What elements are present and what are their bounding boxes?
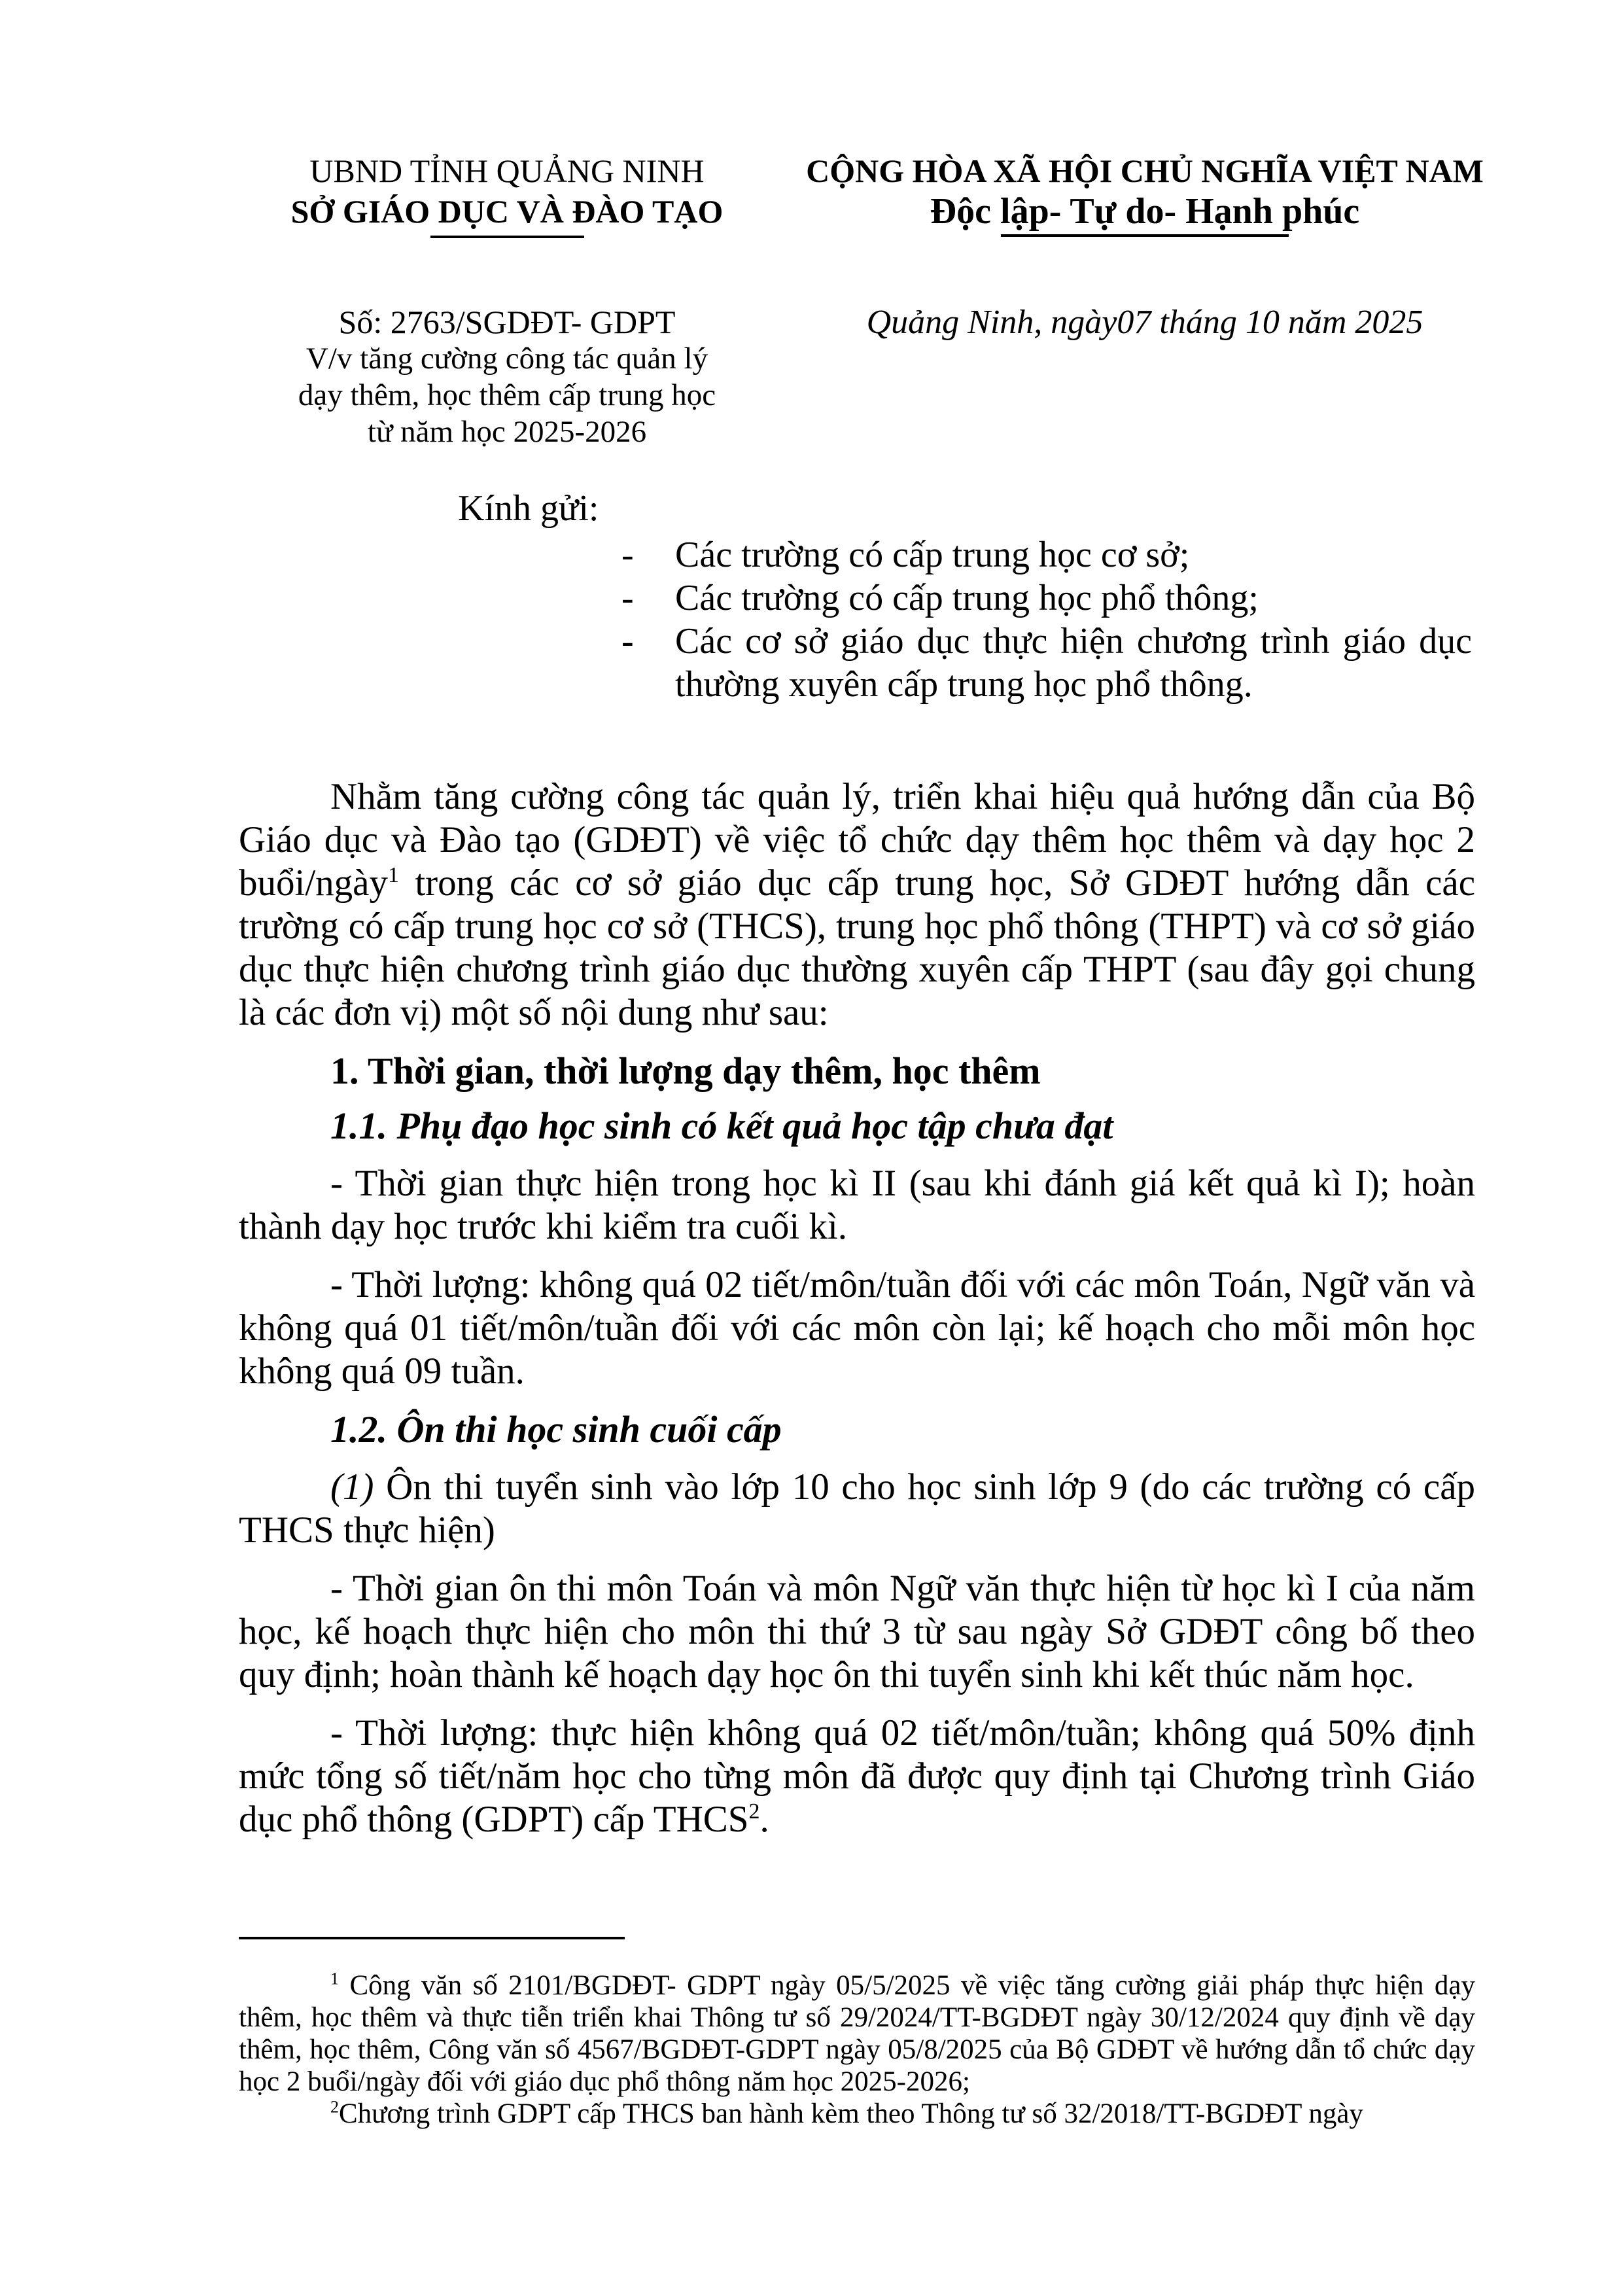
intro-text-2: trong các cơ sở giáo dục cấp trung học, Sở GDĐT hướng dẫn các trường có cấp trung học cơ sở (THCS), trung học phổ thông (THPT) và cơ sở giáo dục thực hiện chương trình giáo dục thường xuyên cấp THPT (sau đây gọi chung là các đơn vị) một số nội dung như sau: [239,862,1475,1033]
footnote-ref-1[interactable]: 1 [387,863,399,887]
footnote-separator [239,1937,625,1939]
agency-name: SỞ GIÁO DỤC VÀ ĐÀO TẠO [290,193,724,230]
national-title: CỘNG HÒA XÃ HỘI CHỦ NGHĨA VIỆT NAM [806,152,1484,189]
paragraph: - Thời gian ôn thi môn Toán và môn Ngữ văn thực hiện từ học kì I của năm học, kế hoạch thực hiện cho môn thi thứ 3 từ sau ngày Sở GDĐT công bố theo quy định; hoàn thành kế hoạch dạy học ôn thi tuyển sinh khi kết thúc năm học. [239,1568,1475,1695]
footnote-text: Công văn số 2101/BGDĐT- GDPT ngày 05/5/2025 về việc tăng cường giải pháp thực hiện dạy thêm, học thêm và thực tiễn triển khai Thông tư số 29/2024/TT-BGDĐT ngày 30/12/2024 quy định về dạy thêm, học thêm, Công văn số 4567/BGDĐT-GDPT ngày 05/8/2025 của Bộ GDĐT về hướng dẫn tổ chức dạy học 2 buổi/ngày đối với giáo dục phổ thông năm học 2025-2026; [239,1970,1475,2097]
section-1-heading: 1. Thời gian, thời lượng dạy thêm, học thêm [330,1050,1041,1092]
recipients-label: Kính gửi: [458,488,599,529]
recipient-item [621,576,1472,620]
document-number: Số: 2763/SGDĐT- GDPT [338,304,676,340]
footnote-marker: 1 [330,1969,339,1988]
paragraph-text: - Thời lượng: thực hiện không quá 02 tiết/môn/tuần; không quá 50% định mức tổng số tiết/năm học cho từng môn đã được quy định tại Chương trình Giáo dục phổ thông (GDPT) cấp THCS [239,1712,1475,1840]
subject-line-1: V/v tăng cường công tác quản lý [305,342,708,376]
recipient-text: Các trường có cấp trung học cơ sở; [675,535,1190,575]
recipient-item [621,620,1472,706]
document-body [239,775,1475,1856]
section-1-2-heading: 1.2. Ôn thi học sinh cuối cấp [330,1408,782,1451]
recipient-text: Các cơ sở giáo dục thực hiện chương trình giáo dục thường xuyên cấp trung học phổ thông. [675,621,1472,705]
motto-underline [1001,234,1289,237]
footnote-1 [239,1969,1475,2098]
subject-line-3: từ năm học 2025-2026 [367,415,647,449]
agency-parent: UBND TỈNH QUẢNG NINH [309,152,705,189]
recipient-item [621,533,1472,576]
dash-bullet: - [621,535,634,575]
paragraph [239,1466,1475,1552]
intro-paragraph [239,775,1475,1034]
intro-text-1: Nhằm tăng cường công tác quản lý, triển khai hiệu quả hướng dẫn của Bộ Giáo dục và Đào tạo (GDĐT) về việc tổ chức dạy thêm học thêm và dạy học 2 buổi/ngày [239,776,1475,904]
motto: Độc lập- Tự do- Hạnh phúc [930,191,1360,232]
period: . [759,1799,769,1840]
footnote-ref-2[interactable]: 2 [748,1799,760,1824]
section-1-1-heading: 1.1. Phụ đạo học sinh có kết quả học tập chưa đạt [330,1104,1113,1147]
paragraph [239,1712,1475,1841]
dash-bullet: - [621,578,634,618]
agency-underline [430,236,584,238]
footnote-text: Chương trình GDPT cấp THCS ban hành kèm theo Thông tư số 32/2018/TT-BGDĐT ngày [339,2098,1363,2129]
recipient-text: Các trường có cấp trung học phổ thông; [675,578,1259,618]
item-text: Ôn thi tuyển sinh vào lớp 10 cho học sinh lớp 9 (do các trường có cấp THCS thực hiện) [239,1466,1475,1551]
footnote-2 [239,2098,1475,2130]
dash-bullet: - [621,621,634,662]
footnotes [239,1969,1475,2130]
national-heading-block [782,150,1508,343]
subject-line-2: dạy thêm, học thêm cấp trung học [298,378,716,412]
item-marker: (1) [330,1466,374,1508]
paragraph: - Thời lượng: không quá 02 tiết/môn/tuần đối với các môn Toán, Ngữ văn và không quá 01 tiết/môn/tuần đối với các môn còn lại; kế hoạch cho mỗi môn học không quá 09 tuần. [239,1264,1475,1392]
place-date: Quảng Ninh, ngày07 tháng 10 năm 2025 [866,304,1423,341]
issuing-agency-block [249,150,765,450]
footnote-marker: 2 [330,2097,339,2117]
paragraph: - Thời gian thực hiện trong học kì II (sau khi đánh giá kết quả kì I); hoàn thành dạy học trước khi kiểm tra cuối kì. [239,1163,1475,1247]
